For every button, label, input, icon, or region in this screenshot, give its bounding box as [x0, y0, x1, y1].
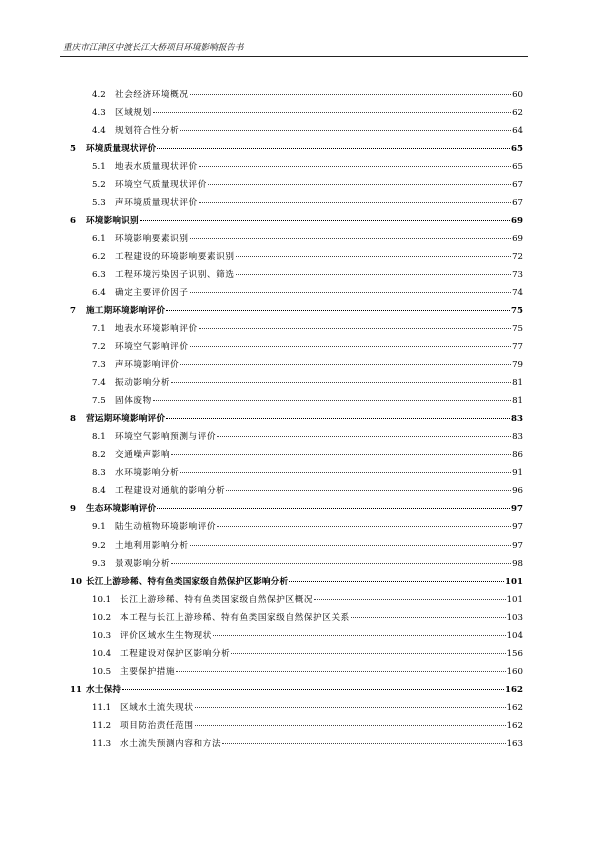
- toc-entry-number: 6.2: [92, 252, 106, 263]
- toc-dot-leader: [190, 238, 512, 239]
- toc-entry-title: 主要保护措施: [120, 666, 176, 677]
- toc-dot-leader: [180, 472, 511, 473]
- toc-entry-page-number: 96: [512, 486, 523, 497]
- toc-entry-number: 4.4: [92, 126, 106, 137]
- toc-chapter-entry[interactable]: [70, 685, 523, 696]
- toc-section-entry[interactable]: [92, 649, 523, 660]
- toc-entry-page-number: 97: [511, 504, 523, 515]
- toc-entry-title: 环境影响识别: [86, 216, 139, 227]
- toc-dot-leader: [153, 112, 511, 113]
- toc-section-entry[interactable]: [92, 126, 523, 137]
- toc-section-entry[interactable]: [92, 721, 523, 732]
- toc-entry-page-number: 98: [512, 558, 523, 569]
- toc-section-entry[interactable]: [92, 522, 523, 533]
- toc-section-entry[interactable]: [92, 559, 523, 570]
- toc-dot-leader: [314, 599, 506, 600]
- toc-dot-leader: [195, 707, 506, 708]
- toc-entry-number: 5: [70, 144, 76, 155]
- toc-entry-page-number: 86: [512, 450, 523, 461]
- toc-dot-leader: [289, 581, 504, 582]
- toc-entry-page-number: 81: [512, 396, 523, 407]
- toc-entry-title: 工程建设对通航的影响分析: [115, 486, 226, 497]
- toc-section-entry[interactable]: [92, 324, 523, 335]
- toc-dot-leader: [190, 545, 512, 546]
- toc-section-entry[interactable]: [92, 667, 523, 678]
- toc-dot-leader: [171, 454, 511, 455]
- toc-entry-title: 工程环境污染因子识别、筛选: [115, 270, 235, 281]
- toc-section-entry[interactable]: [92, 108, 523, 119]
- toc-entry-number: 7.1: [92, 324, 106, 335]
- toc-section-entry[interactable]: [92, 486, 523, 497]
- toc-entry-number: 9: [70, 504, 76, 515]
- toc-chapter-entry[interactable]: [70, 144, 523, 155]
- toc-dot-leader: [213, 635, 506, 636]
- toc-entry-page-number: 67: [512, 180, 523, 191]
- toc-entry-page-number: 103: [506, 612, 523, 623]
- toc-chapter-entry[interactable]: [70, 577, 523, 588]
- toc-entry-page-number: 74: [512, 288, 523, 299]
- toc-dot-leader: [208, 184, 511, 185]
- toc-entry-title: 区域规划: [115, 108, 152, 119]
- toc-dot-leader: [217, 526, 511, 527]
- toc-section-entry[interactable]: [92, 378, 523, 389]
- toc-entry-page-number: 77: [512, 342, 523, 353]
- toc-section-entry[interactable]: [92, 90, 523, 101]
- toc-entry-number: 7.2: [92, 342, 106, 353]
- toc-entry-number: 10.3: [92, 630, 112, 641]
- toc-entry-page-number: 97: [512, 540, 523, 551]
- toc-entry-number: 8.1: [92, 432, 106, 443]
- toc-entry-number: 11: [70, 684, 82, 695]
- toc-entry-number: 11.3: [92, 738, 112, 749]
- toc-dot-leader: [231, 653, 505, 654]
- toc-section-entry[interactable]: [92, 631, 523, 642]
- toc-section-entry[interactable]: [92, 198, 523, 209]
- toc-entry-title: 声环境质量现状评价: [115, 198, 198, 209]
- toc-entry-title: 水土流失预测内容和方法: [120, 738, 222, 749]
- toc-entry-number: 6.4: [92, 288, 106, 299]
- toc-dot-leader: [199, 202, 511, 203]
- toc-entry-number: 10.1: [92, 594, 112, 605]
- toc-entry-title: 评价区域水生生物现状: [120, 630, 212, 641]
- toc-entry-number: 4.3: [92, 108, 106, 119]
- toc-dot-leader: [222, 743, 505, 744]
- toc-section-entry[interactable]: [92, 739, 523, 750]
- toc-entry-page-number: 69: [512, 234, 523, 245]
- toc-entry-title: 长江上游珍稀、特有鱼类国家级自然保护区概况: [120, 594, 314, 605]
- toc-entry-number: 10.2: [92, 612, 112, 623]
- toc-entry-page-number: 162: [506, 702, 523, 713]
- toc-dot-leader: [195, 725, 506, 726]
- toc-section-entry[interactable]: [92, 252, 523, 263]
- toc-entry-title: 水土保持: [86, 684, 122, 695]
- toc-dot-leader: [166, 418, 510, 419]
- toc-entry-title: 区域水土流失现状: [120, 702, 194, 713]
- toc-section-entry[interactable]: [92, 450, 523, 461]
- toc-chapter-entry[interactable]: [70, 216, 523, 227]
- toc-entry-number: 9.2: [92, 540, 106, 551]
- toc-section-entry[interactable]: [92, 162, 523, 173]
- toc-section-entry[interactable]: [92, 613, 523, 624]
- toc-entry-number: 5.2: [92, 180, 106, 191]
- toc-entry-page-number: 81: [512, 378, 523, 389]
- toc-entry-number: 10.4: [92, 648, 112, 659]
- toc-section-entry[interactable]: [92, 234, 523, 245]
- toc-entry-page-number: 65: [511, 144, 523, 155]
- toc-dot-leader: [190, 346, 512, 347]
- toc-entry-page-number: 97: [512, 522, 523, 533]
- toc-entry-page-number: 83: [511, 414, 523, 425]
- toc-entry-number: 7.5: [92, 396, 106, 407]
- toc-entry-page-number: 101: [505, 576, 523, 587]
- toc-entry-title: 环境空气影响评价: [115, 342, 189, 353]
- toc-dot-leader: [236, 274, 512, 275]
- toc-dot-leader: [351, 617, 506, 618]
- toc-section-entry[interactable]: [92, 432, 523, 443]
- toc-entry-number: 8.3: [92, 468, 106, 479]
- toc-section-entry[interactable]: [92, 360, 523, 371]
- toc-entry-title: 本工程与长江上游珍稀、特有鱼类国家级自然保护区关系: [120, 612, 350, 623]
- toc-entry-page-number: 72: [512, 252, 523, 263]
- toc-dot-leader: [199, 166, 511, 167]
- toc-dot-leader: [190, 94, 512, 95]
- toc-entry-number: 5.3: [92, 198, 106, 209]
- toc-entry-number: 7.4: [92, 378, 106, 389]
- toc-entry-page-number: 160: [506, 666, 523, 677]
- toc-section-entry[interactable]: [92, 342, 523, 353]
- toc-entry-page-number: 162: [506, 720, 523, 731]
- toc-dot-leader: [157, 148, 510, 149]
- toc-entry-title: 环境空气质量现状评价: [115, 180, 207, 191]
- toc-entry-page-number: 60: [512, 90, 523, 100]
- toc-entry-title: 长江上游珍稀、特有鱼类国家级自然保护区影响分析: [86, 576, 289, 587]
- toc-dot-leader: [199, 328, 511, 329]
- toc-entry-title: 陆生动植物环境影响评价: [115, 522, 217, 533]
- toc-section-entry[interactable]: [92, 595, 523, 606]
- toc-entry-page-number: 156: [506, 648, 523, 659]
- toc-entry-number: 8.4: [92, 486, 106, 497]
- toc-dot-leader: [190, 292, 512, 293]
- toc-entry-number: 6: [70, 216, 76, 227]
- toc-entry-title: 固体废物: [115, 396, 152, 407]
- toc-entry-title: 项目防治责任范围: [120, 720, 194, 731]
- toc-chapter-entry[interactable]: [70, 306, 523, 317]
- toc-section-entry[interactable]: [92, 468, 523, 479]
- toc-dot-leader: [180, 364, 511, 365]
- toc-entry-number: 10.5: [92, 666, 112, 677]
- toc-dot-leader: [217, 436, 511, 437]
- toc-entry-title: 环境影响要素识别: [115, 234, 189, 245]
- toc-entry-page-number: 163: [506, 738, 523, 749]
- toc-entry-number: 6.1: [92, 234, 106, 245]
- toc-entry-title: 营运期环境影响评价: [86, 414, 166, 425]
- toc-entry-number: 7.3: [92, 360, 106, 371]
- toc-entry-title: 振动影响分析: [115, 378, 171, 389]
- toc-section-entry[interactable]: [92, 270, 523, 281]
- toc-entry-number: 11.1: [92, 702, 112, 713]
- toc-section-entry[interactable]: [92, 396, 523, 407]
- toc-dot-leader: [122, 689, 504, 690]
- toc-entry-title: 地表水质量现状评价: [115, 162, 198, 173]
- toc-dot-leader: [171, 382, 511, 383]
- toc-entry-page-number: 83: [512, 432, 523, 443]
- toc-entry-page-number: 64: [512, 126, 523, 137]
- toc-entry-title: 交通噪声影响: [115, 450, 171, 461]
- toc-entry-page-number: 65: [512, 162, 523, 173]
- header-divider: [60, 56, 528, 57]
- toc-entry-page-number: 75: [511, 306, 523, 317]
- toc-entry-page-number: 162: [505, 684, 523, 695]
- toc-entry-title: 确定主要评价因子: [115, 288, 189, 299]
- toc-entry-page-number: 62: [512, 108, 523, 119]
- toc-dot-leader: [166, 310, 510, 311]
- toc-dot-leader: [153, 400, 511, 401]
- toc-entry-number: 10: [70, 576, 82, 587]
- toc-dot-leader: [176, 671, 505, 672]
- toc-section-entry[interactable]: [92, 703, 523, 714]
- toc-entry-number: 11.2: [92, 720, 112, 731]
- toc-entry-title: 工程建设对保护区影响分析: [120, 648, 231, 659]
- toc-entry-number: 8.2: [92, 450, 106, 461]
- toc-entry-page-number: 79: [512, 360, 523, 371]
- toc-section-entry[interactable]: [92, 288, 523, 299]
- toc-section-entry[interactable]: [92, 541, 523, 552]
- toc-entry-title: 景观影响分析: [115, 558, 171, 569]
- toc-dot-leader: [171, 563, 511, 564]
- toc-dot-leader: [226, 490, 511, 491]
- toc-entry-number: 9.3: [92, 558, 106, 569]
- toc-entry-title: 声环境影响评价: [115, 360, 180, 371]
- toc-entry-title: 规划符合性分析: [115, 126, 180, 137]
- toc-entry-number: 4.2: [92, 90, 106, 100]
- toc-entry-page-number: 104: [506, 630, 523, 641]
- toc-dot-leader: [157, 508, 510, 509]
- toc-dot-leader: [236, 256, 512, 257]
- toc-entry-title: 施工期环境影响评价: [86, 306, 166, 317]
- toc-entry-page-number: 69: [511, 216, 523, 227]
- toc-entry-title: 工程建设的环境影响要素识别: [115, 252, 235, 263]
- toc-entry-number: 9.1: [92, 522, 106, 533]
- toc-entry-page-number: 73: [512, 270, 523, 281]
- toc-entry-number: 8: [70, 414, 76, 425]
- toc-dot-leader: [140, 220, 510, 221]
- document-header-title: 重庆市江津区中渡长江大桥项目环境影响报告书: [63, 43, 244, 53]
- toc-entry-title: 环境空气影响预测与评价: [115, 432, 217, 443]
- toc-dot-leader: [180, 130, 511, 131]
- toc-entry-page-number: 67: [512, 198, 523, 209]
- toc-entry-page-number: 75: [512, 324, 523, 335]
- toc-section-entry[interactable]: [92, 180, 523, 191]
- toc-chapter-entry[interactable]: [70, 504, 523, 515]
- toc-entry-title: 地表水环境影响评价: [115, 324, 198, 335]
- toc-entry-page-number: 101: [506, 594, 523, 605]
- toc-entry-number: 6.3: [92, 270, 106, 281]
- toc-entry-number: 5.1: [92, 162, 106, 173]
- toc-entry-title: 社会经济环境概况: [115, 90, 189, 100]
- toc-entry-title: 土地利用影响分析: [115, 540, 189, 551]
- toc-entry-number: 7: [70, 306, 76, 317]
- toc-entry-title: 生态环境影响评价: [86, 504, 157, 515]
- toc-chapter-entry[interactable]: [70, 414, 523, 425]
- toc-entry-title: 环境质量现状评价: [86, 144, 157, 155]
- toc-entry-page-number: 91: [512, 468, 523, 479]
- toc-entry-title: 水环境影响分析: [115, 468, 180, 479]
